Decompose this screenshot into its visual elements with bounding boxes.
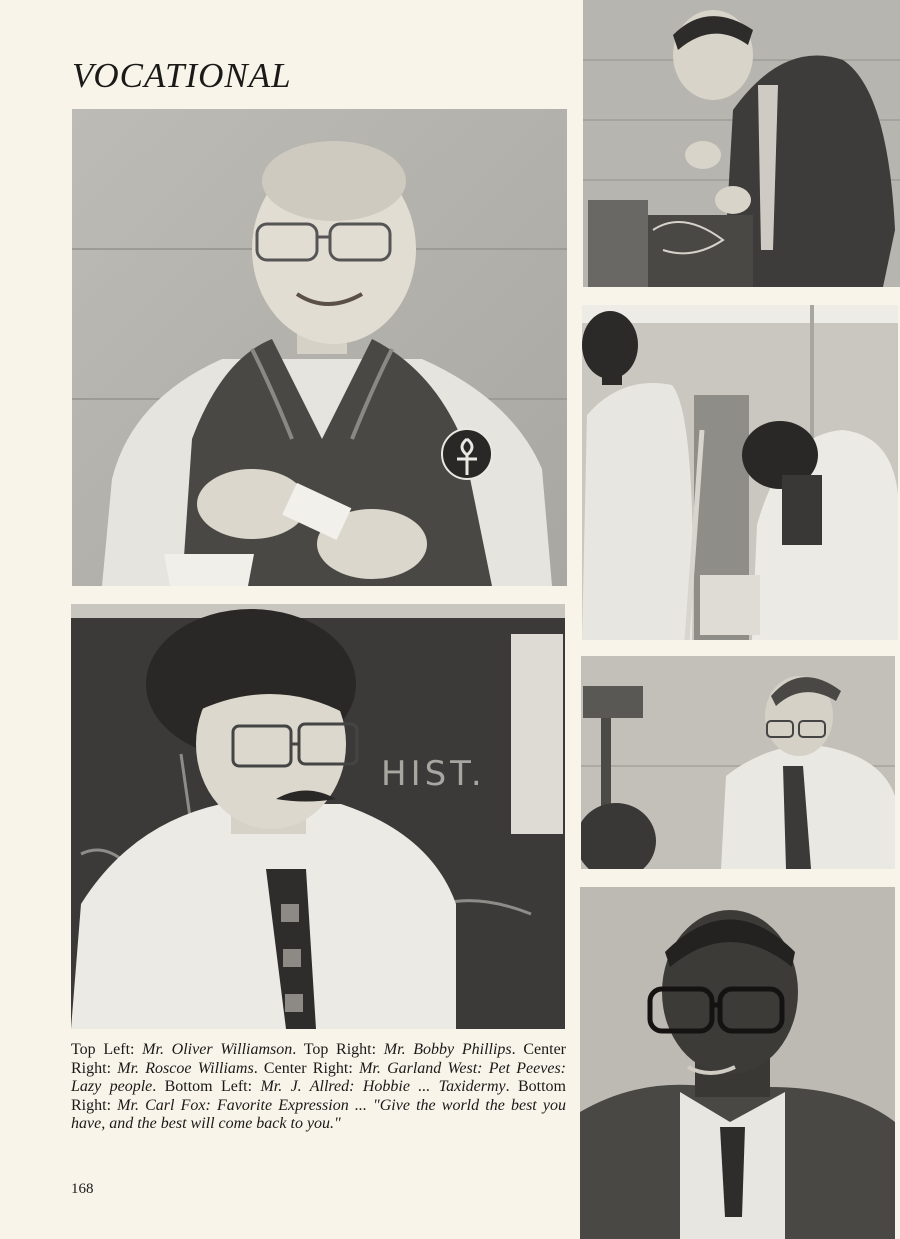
photo-two-men-workshop	[582, 305, 898, 640]
caption-segment: . Top Right:	[292, 1041, 384, 1058]
photo-center-right-upper	[582, 305, 898, 640]
photo-man-striped-shirt	[581, 656, 895, 869]
page-title: VOCATIONAL	[72, 56, 292, 95]
photo-man-repairing-equipment	[583, 0, 900, 287]
page-number: 168	[71, 1181, 94, 1197]
caption-name: Mr. Garland West: Pet Peeves: Lazy people	[71, 1059, 567, 1096]
photo-man-at-chalkboard	[71, 604, 565, 1029]
photo-top-left	[72, 109, 567, 586]
caption-name: Mr. Oliver Williamson	[142, 1041, 293, 1058]
caption-name: Mr. Roscoe Williams	[117, 1059, 254, 1077]
caption-segment: . Center Right:	[253, 1059, 360, 1077]
photo-bottom-right	[580, 887, 895, 1239]
caption-segment: . Bottom Right:	[71, 1078, 566, 1114]
photo-bottom-left	[71, 604, 565, 1029]
caption-name: Mr. J. Allred: Hobbie ... Taxidermy	[260, 1078, 506, 1096]
photo-center-right-lower	[581, 656, 895, 869]
photo-caption	[71, 1041, 566, 1134]
photo-man-denim-vest	[72, 109, 567, 586]
chalkboard-text: HIST.	[381, 754, 486, 794]
caption-segment: . Bottom Left:	[152, 1078, 261, 1096]
photo-man-in-suit	[580, 887, 895, 1239]
caption-name: Mr. Bobby Phillips	[383, 1041, 512, 1058]
photo-top-right	[583, 0, 900, 287]
caption-name: Mr. Carl Fox: Favorite Expression ... "Give the world the best you have, and the best will come back to you."	[71, 1096, 566, 1133]
caption-segment: . Center Right:	[71, 1041, 566, 1077]
caption-segment: Top Left:	[71, 1041, 143, 1058]
